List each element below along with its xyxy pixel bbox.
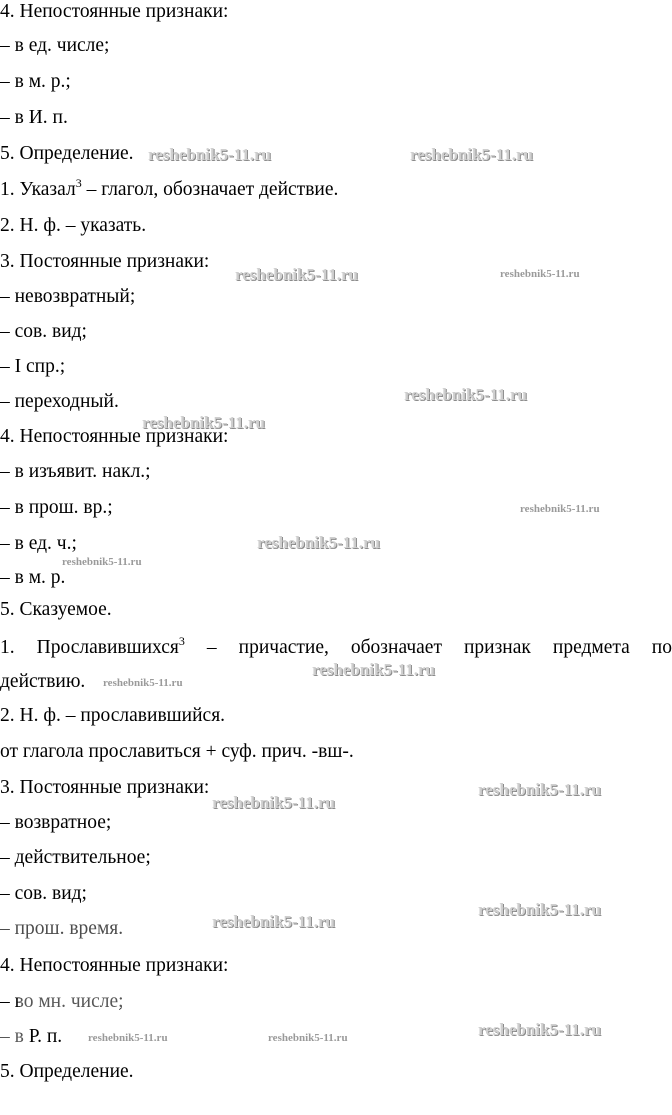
footnote-marker: 3 <box>75 175 82 190</box>
text-line: – в м. р. <box>0 567 66 588</box>
watermark: reshebnik5-11.ru <box>520 503 600 515</box>
text-line: – переходный. <box>0 391 119 412</box>
watermark: reshebnik5-11.ru <box>142 413 265 432</box>
watermark: reshebnik5-11.ru <box>212 912 335 931</box>
text-line: 4. Непостоянные признаки: <box>0 426 229 447</box>
footnote-marker: 3 <box>178 633 185 648</box>
text-line: от глагола прославиться + суф. прич. -вш-. <box>0 741 354 762</box>
watermark: reshebnik5-11.ru <box>62 556 142 568</box>
text-line: – невозвратный; <box>0 286 136 307</box>
text-line: – сов. вид; <box>0 883 87 904</box>
watermark: reshebnik5-11.ru <box>148 145 271 164</box>
text-span: 1. Прославившихся <box>0 637 179 658</box>
text-line: 2. Н. ф. – прославившийся. <box>0 705 226 726</box>
text-line: – в м. р.; <box>0 71 71 92</box>
watermark: reshebnik5-11.ru <box>312 660 435 679</box>
text-line <box>0 633 672 660</box>
text-line: 4. Непостоянные признаки: <box>0 955 229 976</box>
watermark: reshebnik5-11.ru <box>500 268 580 280</box>
text-line: 2. Н. ф. – указать. <box>0 215 147 236</box>
watermark: reshebnik5-11.ru <box>410 145 533 164</box>
text-line: – в прош. вр.; <box>0 497 113 518</box>
text-line: – в И. п. <box>0 107 68 128</box>
text-line: 4. Непостоянные признаки: <box>0 1 229 22</box>
watermark: reshebnik5-11.ru <box>88 1032 168 1044</box>
text-line: 3. Постоянные признаки: <box>0 251 210 272</box>
text-span: – причастие, обозначает признак предмета по <box>184 637 672 658</box>
text-line: 5. Определение. <box>0 143 134 164</box>
watermark: reshebnik5-11.ru <box>478 780 601 799</box>
watermark: reshebnik5-11.ru <box>212 793 335 812</box>
text-line <box>0 175 339 202</box>
text-line: – прош. время. <box>0 918 124 939</box>
text-line: – возвратное; <box>0 812 112 833</box>
text-line: – в ед. ч.; <box>0 533 77 554</box>
watermark: reshebnik5-11.ru <box>235 265 358 284</box>
text-line: – в Р. п. <box>0 1026 63 1047</box>
watermark: reshebnik5-11.ru <box>268 1032 348 1044</box>
watermark: reshebnik5-11.ru <box>103 677 183 689</box>
text-line: – в изъявит. накл.; <box>0 461 151 482</box>
watermark: reshebnik5-11.ru <box>478 900 601 919</box>
text-span: 1. Указал <box>0 179 76 200</box>
text-line: 3. Постоянные признаки: <box>0 777 210 798</box>
watermark: reshebnik5-11.ru <box>257 533 380 552</box>
watermark: reshebnik5-11.ru <box>404 385 527 404</box>
text-line: – I спр.; <box>0 356 66 377</box>
text-span: – глагол, обозначает действие. <box>81 179 339 200</box>
text-line: 5. Сказуемое. <box>0 599 112 620</box>
text-line: – в ед. числе; <box>0 35 110 56</box>
text-line: – действительное; <box>0 847 151 868</box>
text-line: – сов. вид; <box>0 321 87 342</box>
text-line: 5. Определение. <box>0 1061 134 1082</box>
text-line: – во мн. числе; <box>0 991 124 1012</box>
watermark: reshebnik5-11.ru <box>478 1020 601 1039</box>
text-line: действию. <box>0 671 86 692</box>
